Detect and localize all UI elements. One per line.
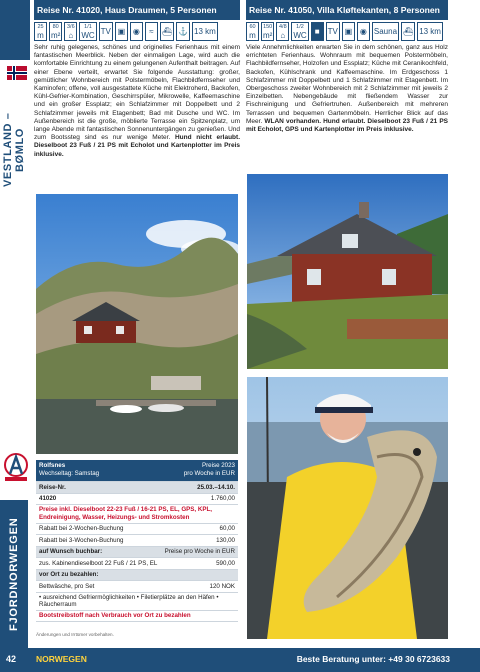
description-text: Sehr ruhig gelegenes, schönes und originelles Ferienhaus mit einem fantastischen Meerblick. Neben der einmaligen Lage, wird auch die komfortable Einrichtung zu einem gelungenen Aufenthalt beitragen. Auf einer Ebene verteilt, erwartet Sie folgende Ausstattung: großer, gemütlicher Wohnbereich mit Polstermöbeln, Flachbildfernseher und Kaminofen; offene, voll ausgestattete Küche mit Elektroherd, Backofen, Kühl-Gefrier-Kombination, Geschirrspüler, Mikrowelle, Kaffeemaschine und ein großer Essplatz; ein Schlafzimmer mit Doppelbett und 2 Schlafzimmer jeweils mit Etagenbett; Bad mit Dusche und WC. Im Außenbereich ist die große, möblierte Terrasse ein Spitzenplatz, um lange Abende mit fantastischen Sonnenuntergängen zu genießen. Und zum Bootssteg sind es nur wenige Meter. [34, 44, 240, 142]
amenity-symbol-icon: m² [263, 30, 273, 40]
amenity-symbol-icon: ⛴ [403, 27, 414, 36]
amenity-symbol-icon: m² [51, 30, 61, 40]
place-name: Rolfsnes [39, 462, 66, 469]
amenity-symbol-icon: WC [81, 30, 95, 40]
amenity-icon [192, 22, 218, 41]
region-label-bottom: FJORDNORWEGEN [0, 500, 28, 648]
amenity-icon [64, 22, 77, 41]
prices-subtitle: pro Woche in EUR [183, 470, 235, 477]
amenity-symbol-icon: ⛴ [161, 27, 173, 36]
amenity-icon [145, 22, 158, 41]
discount-3w-label: Rabatt bei 3-Wochen-Buchung [39, 536, 124, 544]
amenity-icon [130, 22, 143, 41]
optional-subtitle: Preise pro Woche in EUR [164, 548, 235, 556]
amenity-icon [261, 22, 274, 41]
amenity-symbol-icon: ▣ [117, 27, 126, 36]
amenity-symbol-icon: TV [327, 27, 338, 36]
discount-2w-label: Rabatt bei 2-Wochen-Buchung [39, 525, 124, 533]
amenity-icon [357, 22, 370, 41]
table-row [36, 558, 238, 570]
amenity-value: 150 [263, 23, 273, 30]
column-reise: Reise-Nr. [39, 483, 66, 491]
amenity-icon [342, 22, 355, 41]
offer-title: Reise Nr. 41020, Haus Draumen, 5 Personen [34, 0, 240, 20]
price-table [36, 460, 238, 622]
amenity-icon [115, 22, 128, 41]
discount-3w-value: 130,00 [216, 536, 235, 544]
amenity-symbol-icon: 13 km [419, 27, 441, 36]
amenity-symbol-icon: Sauna [373, 27, 398, 36]
facilities-list: • ausreichend Gefriermöglichkeiten • Filetierplätze an den Häfen • Räucherraum [36, 593, 238, 612]
fuel-note: Bootstreibstoff nach Verbrauch vor Ort zu bezahlen [36, 611, 238, 622]
holiday-house-coast-photo [36, 194, 238, 454]
amenity-symbol-icon: m [249, 30, 256, 40]
page-number: 42 [6, 654, 17, 664]
amenity-symbol-icon: ≈ [149, 27, 154, 36]
amenity-value: 60 [249, 23, 256, 30]
boat-label: zus. Kabinendieselboot 22 Fuß / 21 PS, EL [39, 559, 158, 567]
amenity-icon [401, 22, 415, 41]
bedlinen-label: Bettwäsche, pro Set [39, 582, 95, 590]
amenity-icon [372, 22, 399, 41]
disclaimer: Änderungen und Irrtümer vorbehalten. [36, 632, 114, 637]
offer-description [246, 44, 448, 134]
offer-title: Reise Nr. 41050, Villa Kløftekanten, 8 Personen [246, 0, 448, 20]
bedlinen-value: 120 NOK [209, 582, 235, 590]
amenity-value: 1/1 [84, 23, 92, 30]
right-offer [246, 0, 448, 134]
amenity-icon [160, 22, 174, 41]
page-footer [0, 648, 480, 672]
table-row [36, 535, 238, 547]
fisherman-with-catch-photo [247, 377, 448, 639]
amenity-symbol-icon: ⌂ [280, 30, 286, 40]
offer-description [34, 44, 240, 159]
amenity-icon [34, 22, 47, 41]
table-header [36, 460, 238, 482]
amenity-symbol-icon: ■ [314, 27, 320, 36]
sidebar [0, 0, 30, 648]
amenity-icon [276, 22, 289, 41]
amenity-value: 80 [52, 23, 59, 30]
amenity-icon [311, 22, 324, 41]
sidebar-top-bar [0, 0, 30, 60]
amenity-symbol-icon: ⌂ [68, 30, 74, 40]
amenity-value: 1/2 [296, 23, 304, 30]
table-row [36, 547, 238, 559]
table-row [36, 581, 238, 593]
amenity-value: 25 [37, 23, 44, 30]
description-highlight: WLAN vorhanden. Hund erlaubt. Dieselboot 23 Fuß / 21 PS mit Echolot, GPS und Kartenplotter im Preis inklusive. [246, 117, 448, 134]
amenity-icon [49, 22, 62, 41]
optional-label: auf Wunsch buchbar: [39, 548, 103, 556]
amenity-symbol-icon: 13 km [194, 27, 216, 36]
reise-price: 1.760,00 [210, 495, 235, 503]
description-highlight: Hund nicht erlaubt. Dieselboot 23 Fuß / 21 PS mit Echolot und Kartenplotter im Preis inklusive. [34, 134, 240, 158]
amenity-symbol-icon: ◉ [359, 27, 367, 36]
amenity-icons [34, 22, 240, 41]
included-note: Preise inkl. Dieselboot 22-23 Fuß / 16-21 PS, EL, GPS, KPL, Endreinigung, Wasser, Heizungs- und Stromkosten [36, 505, 238, 524]
table-row [36, 494, 238, 506]
amenity-icon [99, 22, 113, 41]
amenity-value: 3/6 [67, 23, 75, 30]
region-label-top: VESTLAND – BØMLO [2, 112, 26, 188]
amenity-icon [79, 22, 96, 41]
amenity-icon [176, 22, 190, 41]
boat-value: 590,00 [216, 559, 235, 567]
amenity-symbol-icon: m [37, 30, 44, 40]
amenity-icon [246, 22, 259, 41]
amenity-symbol-icon: ◉ [132, 27, 140, 36]
amenity-symbol-icon: ⚓ [178, 27, 189, 36]
table-row [36, 570, 238, 582]
amenity-icon [291, 22, 308, 41]
table-row [36, 482, 238, 494]
column-date: 25.03.–14.10. [197, 483, 235, 491]
amenity-value: 4/8 [279, 23, 287, 30]
discount-2w-value: 60,00 [219, 525, 235, 533]
amenity-symbol-icon: ▣ [344, 27, 353, 36]
footer-contact: Beste Beratung unter: +49 30 6723633 [296, 654, 450, 664]
villa-photo [247, 174, 448, 369]
prices-title: Preise 2023 [201, 462, 235, 469]
reise-number: 41020 [39, 495, 57, 503]
norway-flag-icon [7, 66, 27, 80]
table-row [36, 524, 238, 536]
change-day: Wechseltag: Samstag [39, 470, 100, 477]
amenity-icon [417, 22, 443, 41]
description-text: Viele Annehmlichkeiten erwarten Sie in dem schönen, ganz aus Holz errichteten Ferienhaus. Wohnraum mit bequemen Polstermöbeln, Flachbildfernseher, Holzofen und Essplatz; Küche mit Ceranikochfeld, Backofen, Kühlschrank und Kaffeemaschine. Im Erdgeschoss 1 Schlafzimmer mit Doppelbett und 1 Schlafzimmer mit Etagenbett. Im Obergeschoss zweiter Wohnbereich mit 2 Schlafzimmer mit jeweils 2 Einzelbetten. Nebengebäude mit fließendem Wasser zur Fischreinigung und Gefriertruhen. Außenbereich mit mehreren Terrassen und bequemen Gartenmöbeln. Herrlicher Blick auf das Meer. [246, 44, 448, 125]
company-logo-icon [3, 452, 29, 482]
amenity-icon [326, 22, 340, 41]
left-offer [34, 0, 240, 159]
amenity-symbol-icon: TV [100, 27, 111, 36]
amenity-symbol-icon: WC [293, 30, 307, 40]
local-payment-label: vor Ort zu bezahlen: [39, 571, 99, 579]
footer-country: NORWEGEN [36, 654, 87, 664]
amenity-icons [246, 22, 448, 41]
